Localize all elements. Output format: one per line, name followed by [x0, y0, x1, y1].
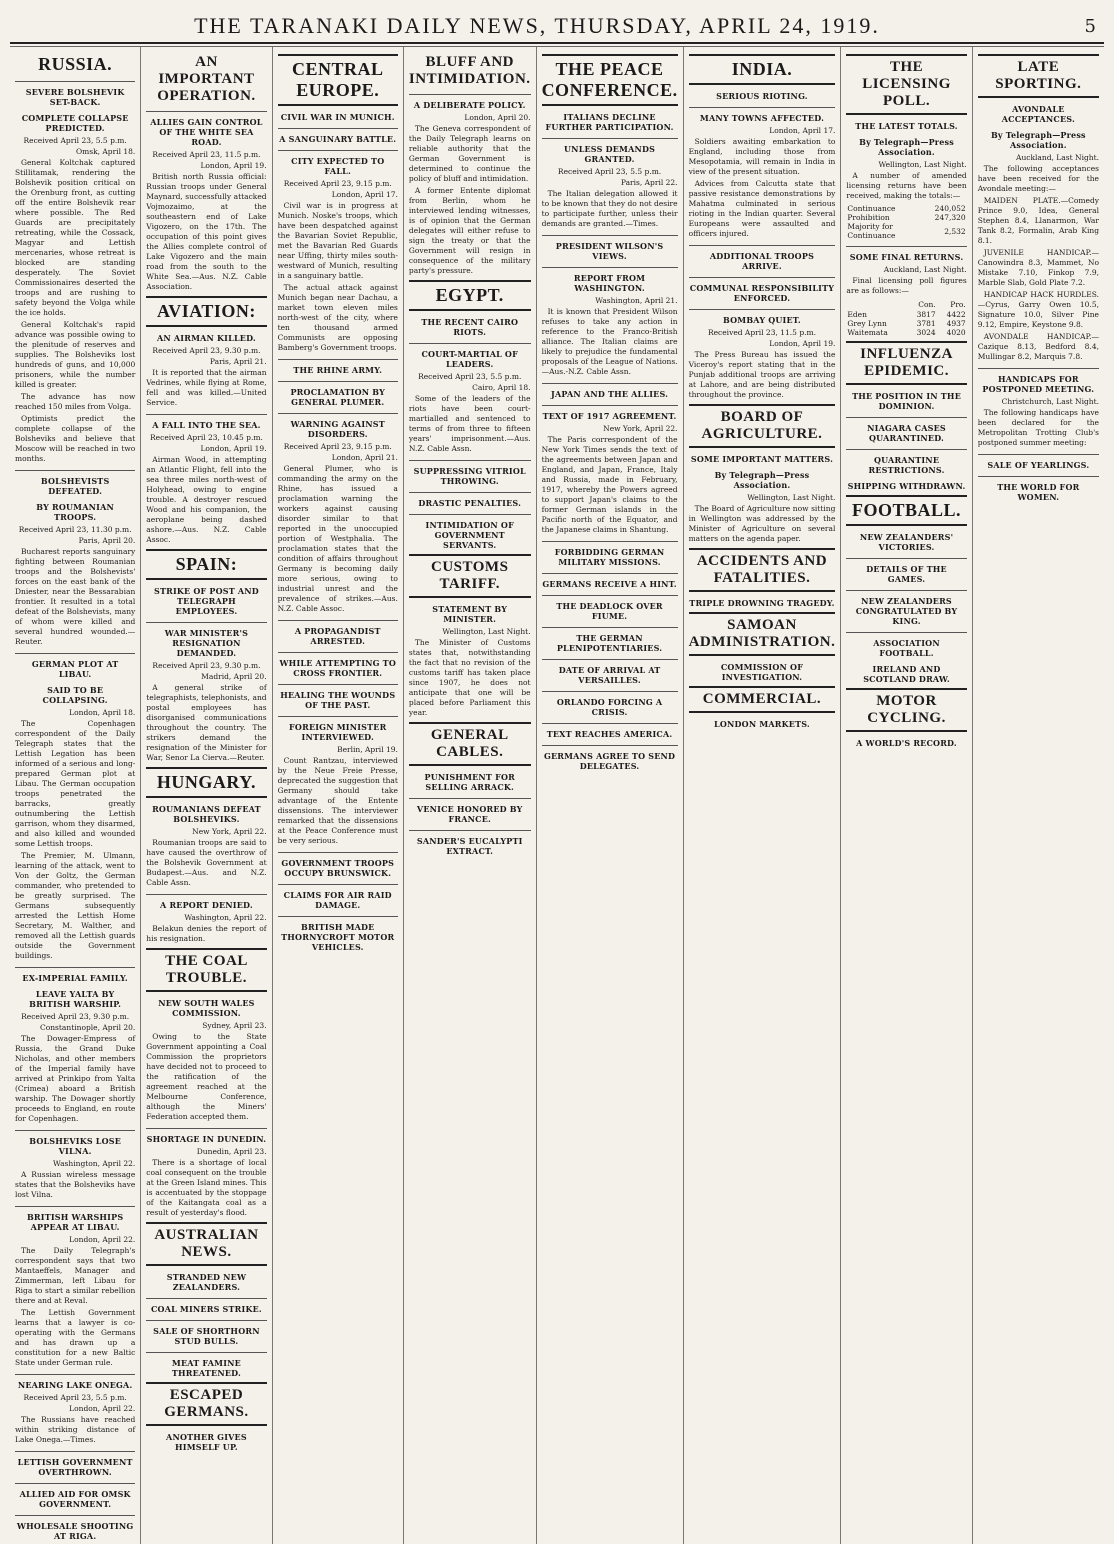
subheading: GERMANS AGREE TO SEND DELEGATES. [542, 745, 678, 771]
article-paragraph: There is a shortage of local coal consequent on the trouble at the Green Island mines. This is accentuated by the stoppage of the Kaitangata coal as a result of yesterday's flood. [146, 1158, 267, 1217]
subheading: A PROPAGANDIST ARRESTED. [278, 620, 398, 646]
subheading: BRITISH MADE THORNYCROFT MOTOR VEHICLES. [278, 916, 398, 952]
subheading: ITALIANS DECLINE FURTHER PARTICIPATION. [545, 112, 674, 132]
subheading: SERIOUS RIOTING. [716, 91, 808, 101]
column-header: Con. [918, 300, 936, 309]
article-paragraph: MAIDEN PLATE.—Comedy Prince 9.0, Idea, General Stephen 8.4, Llanarmon, War Tank 8.2, Formalin, Arab King 8.1. [977, 196, 1099, 245]
subheading: WHILE ATTEMPTING TO CROSS FRONTIER. [278, 652, 398, 678]
table-cell: 3024 [916, 328, 936, 337]
table-row [846, 328, 966, 337]
subheading: SUPPRESSING VITRIOL THROWING. [409, 460, 531, 486]
dateline: Received April 23, 9.30 p.m. [21, 1012, 130, 1021]
subheading: TRIPLE DROWNING TRAGEDY. [689, 598, 835, 608]
heading: ESCAPED GERMANS. [146, 1382, 266, 1426]
article-paragraph: The Lettish Government learns that a lawyer is co-operating with the Germans and has drawn up a constitution for a new Baltic State under German rule. [15, 1308, 136, 1367]
subheading: SALE OF YEARLINGS. [978, 454, 1099, 470]
article-paragraph: The actual attack against Munich began near Dachau, a market town eleven miles north-west of the city, where ten thousand armed Communists are opposing Bamberg's Government troops. [277, 283, 398, 352]
article-paragraph: HANDICAP HACK HURDLES.—Cyrus, Garry Owen 10.5, Signature 10.0, Silver Pine 9.12, Empire, Keystone 9.8. [977, 290, 1099, 329]
column-header: Pro. [950, 300, 966, 309]
place-date: Auckland, Last Night. [883, 265, 967, 274]
subheading: GOVERNMENT TROOPS OCCUPY BRUNSWICK. [278, 852, 398, 878]
subheading: WHOLESALE SHOOTING AT RIGA. [15, 1515, 135, 1541]
table-cell: 3781 [916, 319, 936, 328]
article-paragraph: Owing to the State Government appointing a Coal Commission the proprietors have decided not to proceed to the ratification of the agreement reached at the Melbourne Conference, although the Miners' Federation accepted them. [146, 1032, 267, 1121]
heading: LATE SPORTING. [978, 54, 1099, 98]
dateline: Received April 23, 9.15 p.m. [283, 179, 392, 188]
subheading: ALLIED AID FOR OMSK GOVERNMENT. [15, 1483, 135, 1509]
subheading: HANDICAPS FOR POSTPONED MEETING. [978, 368, 1099, 394]
place-date: Washington, April 22. [184, 913, 267, 922]
subheading: SOME IMPORTANT MATTERS. [690, 454, 834, 464]
article-paragraph: A number of amended licensing returns have been received, making the totals:— [846, 171, 967, 200]
subheading: LETTISH GOVERNMENT OVERTHROWN. [15, 1451, 135, 1477]
column-5 [537, 47, 684, 1544]
table-cell: 2,532 [944, 226, 966, 236]
table-row [846, 213, 966, 222]
heading: GENERAL CABLES. [409, 722, 531, 766]
heading: THE PEACE CONFERENCE. [542, 54, 678, 106]
place-date: New York, April 22. [192, 827, 267, 836]
place-date: Christchurch, Last Night. [1001, 397, 1099, 406]
subheading: UNLESS DEMANDS GRANTED. [542, 138, 678, 164]
table-cell: 4020 [946, 328, 966, 337]
dateline: Received April 23, 5.5 p.m. [23, 1393, 127, 1402]
subheading: A DELIBERATE POLICY. [409, 94, 531, 110]
place-date: Auckland, Last Night. [1016, 153, 1099, 162]
article-paragraph: The Russians have reached within striking distance of Lake Onega.—Times. [15, 1415, 136, 1444]
subheading: THE POSITION IN THE DOMINION. [852, 391, 961, 411]
place-date: Paris, April 22. [620, 178, 678, 187]
article-paragraph: Soldiers awaiting embarkation to England, including those from Mesopotamia, will remain in India in view of the present situation. [688, 137, 836, 176]
article-paragraph: JUVENILE HANDICAP.—Canowindra 8.3, Mammet, No Mistake 7.10, Finkop 7.9, Marble Slab, Gold Plate 7.2. [977, 248, 1099, 287]
subheading: PRESIDENT WILSON'S VIEWS. [542, 235, 678, 261]
subheading: COMMISSION OF INVESTIGATION. [720, 662, 804, 682]
place-date: Sydney, April 23. [202, 1021, 267, 1030]
subheading: WAR MINISTER'S RESIGNATION DEMANDED. [146, 622, 266, 658]
table-cell: 4937 [946, 319, 966, 328]
subheading: AVONDALE ACCEPTANCES. [1001, 104, 1075, 124]
article-paragraph: Roumanian troops are said to have caused the overthrow of the Bolshevik Government at Budapest.—Aus. and N.Z. Cable Assn. [146, 838, 267, 887]
subheading: EX-IMPERIAL FAMILY. [15, 967, 135, 983]
subheading: ASSOCIATION FOOTBALL. [846, 632, 966, 658]
subheading: CITY EXPECTED TO FALL. [278, 150, 398, 176]
article-paragraph: The Daily Telegraph's correspondent says that two Mantaeffels, Manager and Zimmerman, left Libau for Riga to start a similar rebellion there and at Reval. [15, 1246, 136, 1305]
dateline: Received April 23, 11.5 p.m. [152, 150, 261, 159]
subheading: ROUMANIANS DEFEAT BOLSHEVIKS. [152, 804, 261, 824]
subheading: DATE OF ARRIVAL AT VERSAILLES. [542, 659, 678, 685]
heading: SPAIN: [146, 549, 266, 580]
place-date: Washington, April 22. [53, 1159, 136, 1168]
place-date: London, April 19. [200, 161, 267, 170]
subheading: NEW SOUTH WALES COMMISSION. [158, 998, 255, 1018]
subheading: ALLIES GAIN CONTROL OF THE WHITE SEA ROAD. [146, 111, 266, 147]
subheading: STRANDED NEW ZEALANDERS. [166, 1272, 247, 1292]
article-paragraph: Some of the leaders of the riots have been court-martialled and sentenced to terms of from three to fifteen years' imprisonment.—Aus. N.Z. Cable Assn. [408, 394, 531, 453]
subheading: SAID TO BE COLLAPSING. [42, 685, 108, 705]
heading: THE LICENSING POLL. [846, 54, 966, 115]
subheading: By Telegraph—Press Association. [859, 137, 954, 157]
subheading: PUNISHMENT FOR SELLING ARRACK. [424, 772, 515, 792]
subheading: SHIPPING WITHDRAWN. [847, 481, 966, 491]
dateline: Received April 23, 11.5 p.m. [707, 328, 816, 337]
subheading: THE WORLD FOR WOMEN. [978, 476, 1099, 502]
article-paragraph: The Geneva correspondent of the Daily Telegraph learns on reliable authority that the German Government is determined to continue the policy of bluff and intimidation. [408, 124, 531, 183]
table-row [846, 319, 966, 328]
article-paragraph: The Press Bureau has issued the Viceroy's report stating that in the Punjab additional troops are arriving at Lahore, and are being distributed throughout the province. [688, 350, 836, 399]
heading: HUNGARY. [146, 767, 266, 798]
poll-returns-table [846, 299, 966, 337]
article-paragraph: Airman Wood, in attempting an Atlantic Flight, fell into the sea three miles north-west of Holyhead, owing to engine trouble. A destroyer rescued Wood and his companion, the aeroplane being dashed ashore.—Aus. N.Z. Cable Assoc. [146, 455, 267, 544]
subheading: COMMUNAL RESPONSIBILITY ENFORCED. [689, 277, 836, 303]
heading: MOTOR CYCLING. [846, 688, 966, 732]
article-paragraph: Optimists predict the complete collapse of the Bolsheviks and believe that Moscow will be reached in two months. [15, 414, 136, 463]
article-paragraph: AVONDALE HANDICAP.—Cazique 8.13, Bedford 8.4, Mullingar 8.2, Marquis 7.8. [977, 332, 1099, 361]
place-date: New York, April 22. [603, 424, 678, 433]
article-paragraph: The Italian delegation allowed it to be known that they do not desire to participate further, unless their demands are granted.—Times. [541, 189, 678, 228]
heading: FOOTBALL. [846, 495, 966, 526]
subheading: HEALING THE WOUNDS OF THE PAST. [278, 684, 398, 710]
subheading: ADDITIONAL TROOPS ARRIVE. [689, 245, 836, 271]
article-paragraph: Final licensing poll figures are as follows:— [846, 276, 967, 295]
subheading: IRELAND AND SCOTLAND DRAW. [863, 664, 950, 684]
subheading: BY ROUMANIAN TROOPS. [36, 502, 115, 522]
subheading: NEW ZEALANDERS CONGRATULATED BY KING. [846, 590, 966, 626]
subheading: CLAIMS FOR AIR RAID DAMAGE. [278, 884, 398, 910]
place-date: Madrid, April 20. [201, 672, 267, 681]
subheading: MEAT FAMINE THREATENED. [146, 1352, 266, 1378]
article-paragraph: Civil war is in progress at Munich. Noske's troops, which have been despatched against the Bavarian Soviet Republic, met the Bavarian Red Guards near Uffing, thirty miles south-westward of Munich, resulting in a sanguinary battle. [277, 201, 398, 280]
subheading: NEARING LAKE ONEGA. [15, 1374, 135, 1390]
subheading: TEXT REACHES AMERICA. [542, 723, 678, 739]
table-cell: Prohibition [847, 213, 890, 222]
heading: SAMOAN ADMINISTRATION. [689, 612, 836, 656]
heading: CUSTOMS TARIFF. [409, 554, 531, 598]
article-paragraph: A former Entente diplomat from Berlin, whom he interviewed lending witnesses, is of opinion that the German delegates will either refuse to sign the treaty or that the Government will resign in consequence of the military party's pressure. [408, 186, 531, 275]
table-cell: 240,052 [934, 204, 966, 213]
subheading: COURT-MARTIAL OF LEADERS. [409, 343, 531, 369]
heading: AUSTRALIAN NEWS. [146, 1222, 266, 1266]
dateline: Received April 23, 10.45 p.m. [150, 433, 263, 442]
subheading: BRITISH WARSHIPS APPEAR AT LIBAU. [15, 1206, 135, 1232]
article-paragraph: The Paris correspondent of the New York Times sends the text of the agreements between Japan and England, and Japan, France, Italy and Russia, made in February, 1917, whereby the Powers agreed to support Japan's claims to the former German islands in the Pacific north of the Equator, and the Japanese claims in Shantung. [541, 435, 678, 534]
article-paragraph: Count Rantzau, interviewed by the Neue Freie Presse, deprecated the suggestion that Germany should take advantage of the Entente dissensions. The interviewer remarked that the dissensions at the Peace Conference must be very serious. [277, 756, 398, 845]
heading: INDIA. [689, 54, 836, 85]
dateline: Received April 23, 9.15 p.m. [283, 442, 392, 451]
column-2 [141, 47, 272, 1544]
place-date: Constantinople, April 20. [39, 1023, 136, 1032]
article-paragraph: The Board of Agriculture now sitting in Wellington was addressed by the Minister of Agriculture on several matters on the agenda paper. [688, 504, 836, 543]
article-paragraph: General Koltchak captured Stillitamak, rendering the Bolshevik position critical on the Orenburg front, as cutting off the entire Bolshevik rear where possible. The Red Guards are precipitately retreating, while the Cossack, Magyar and Lettish mercenaries, whose retreat is blocked are standing desperately. The Soviet Commissionaires deserted the troops and are rushing to safety beyond the Volga while the ice holds. [15, 158, 136, 317]
dateline: Received April 23, 11.30 p.m. [18, 525, 132, 534]
subheading: VENICE HONORED BY FRANCE. [409, 798, 531, 824]
place-date: Wellington, Last Night. [747, 493, 836, 502]
page-number: 5 [1084, 15, 1096, 37]
heading: BLUFF AND INTIMIDATION. [408, 54, 531, 87]
columns [10, 46, 1104, 1541]
article-paragraph: The Minister of Customs states that, notwithstanding the fact that no revision of the customs tariff has taken place since 1907, he does not anticipate that one will be placed before Parliament this year. [408, 638, 531, 717]
subheading: INTIMIDATION OF GOVERNMENT SERVANTS. [409, 514, 531, 550]
article-paragraph: The following handicaps have been declared for the Metropolitan Trotting Club's postponed summer meeting: [977, 408, 1099, 447]
article-paragraph: The advance has now reached 150 miles from Volga. [15, 392, 136, 411]
subheading: JAPAN AND THE ALLIES. [542, 383, 678, 399]
subheading: QUARANTINE RESTRICTIONS. [846, 449, 966, 475]
place-date: Cairo, April 18. [472, 383, 531, 392]
subheading: A FALL INTO THE SEA. [146, 414, 266, 430]
subheading: LEAVE YALTA BY BRITISH WARSHIP. [29, 989, 122, 1009]
subheading: COAL MINERS STRIKE. [146, 1298, 266, 1314]
place-date: Wellington, Last Night. [442, 627, 531, 636]
article-paragraph: The Premier, M. Ulmann, learning of the attack, went to Von der Goltz, the German commander, who pretended to be greatly surprised. The Germans subsequently arrested the Lettish Home Secretary, M. Walther, and removed all the Lettish guards outside the Government buildings. [15, 851, 136, 960]
subheading: NIAGARA CASES QUARANTINED. [846, 417, 966, 443]
article-paragraph: The Dowager-Empress of Russia, the Grand Duke Nicholas, and other members of the Imperial family have arrived at Prinkipo from Yalta (Crimea) aboard a British warship. The Dowager shortly proceeds to England, en route for Copenhagen. [15, 1034, 136, 1123]
place-date: London, April 19. [769, 339, 836, 348]
subheading: SOME FINAL RETURNS. [846, 246, 966, 262]
subheading: AN AIRMAN KILLED. [156, 333, 256, 343]
subheading: GERMAN PLOT AT LIBAU. [15, 653, 135, 679]
subheading: CIVIL WAR IN MUNICH. [280, 112, 395, 122]
place-date: Omsk, April 18. [75, 147, 136, 156]
place-date: London, April 20. [464, 113, 531, 122]
column-6 [684, 47, 842, 1544]
dateline: Received April 23, 5.5 p.m. [418, 372, 522, 381]
subheading: SHORTAGE IN DUNEDIN. [146, 1128, 266, 1144]
article-paragraph: It is reported that the airman Vedrines, while flying at Rome, fell and was killed.—United Service. [146, 368, 267, 407]
newspaper-title: THE TARANAKI DAILY NEWS, THURSDAY, APRIL 24, 1919. [194, 13, 880, 38]
place-date: Paris, April 21. [209, 357, 267, 366]
heading: ACCIDENTS AND FATALITIES. [689, 548, 836, 592]
article-paragraph: Bucharest reports sanguinary fighting between Roumanian troops and the Bolshevists' forces on the east bank of the Dniester, near the Bessarabian frontier. It resulted in a total defeat of the Bolshevists, many of whom were killed and several hundred wounded.—Reuter. [15, 547, 136, 646]
place-date: London, April 17. [769, 126, 836, 135]
heading: BOARD OF AGRICULTURE. [689, 404, 836, 448]
place-date: Washington, April 21. [595, 296, 678, 305]
place-date: Wellington, Last Night. [878, 160, 967, 169]
heading: CENTRAL EUROPE. [278, 54, 398, 106]
table-cell: 4422 [946, 310, 966, 319]
heading: AN IMPORTANT OPERATION. [157, 54, 256, 104]
subheading: THE LATEST TOTALS. [855, 121, 958, 131]
table-cell: Eden [847, 310, 867, 319]
subheading: THE DEADLOCK OVER FIUME. [542, 595, 678, 621]
heading: INFLUENZA EPIDEMIC. [846, 341, 966, 385]
table-cell: Grey Lynn [847, 319, 887, 328]
place-date: Berlin, April 19. [337, 745, 398, 754]
subheading: STRIKE OF POST AND TELEGRAPH EMPLOYEES. [153, 586, 259, 616]
article-paragraph: It is known that President Wilson refuses to take any action in reference to the Franco-British alliance. The Italian claims are likely to prejudice the fundamental proposals of the League of Nations.—Aus.-N.Z. Cable Assn. [541, 307, 678, 376]
subheading: SALE OF SHORTHORN STUD BULLS. [146, 1320, 266, 1346]
subheading: ANOTHER GIVES HIMSELF UP. [166, 1432, 247, 1452]
subheading: SANDER'S EUCALYPTI EXTRACT. [409, 830, 531, 856]
table-cell: Continuance [847, 204, 896, 213]
article-paragraph: British north Russia official: Russian troops under General Maynard, successfully attacked Vojmozaimo, at the southeastern end of Lake Vigozero, on the 17th. The occupation of this point gives the Allies complete control of Lake Vigozero and the main road from the south to the White Sea.—Aus. N.Z. Cable Association. [146, 172, 267, 291]
subheading: A REPORT DENIED. [146, 894, 266, 910]
heading: THE COAL TROUBLE. [146, 948, 266, 992]
table-cell: 3817 [916, 310, 936, 319]
place-date: Dunedin, April 23. [196, 1147, 267, 1156]
heading-russia: RUSSIA. [38, 54, 113, 74]
place-date: London, April 21. [331, 453, 398, 462]
heading: AVIATION: [146, 296, 266, 327]
dateline: Received April 23, 9.30 p.m. [152, 661, 261, 670]
subheading: PROCLAMATION BY GENERAL PLUMER. [278, 381, 398, 407]
subheading: BOLSHEVISTS DEFEATED. [15, 470, 135, 496]
heading: EGYPT. [409, 280, 531, 311]
place-date: London, April 22. [69, 1404, 136, 1413]
table-row [846, 204, 966, 213]
column-3 [273, 47, 404, 1544]
subheading: A SANGUINARY BATTLE. [278, 128, 398, 144]
subheading: BOLSHEVIKS LOSE VILNA. [15, 1130, 135, 1156]
subheading: THE RECENT CAIRO RIOTS. [421, 317, 519, 337]
article-paragraph: The following acceptances have been received for the Avondale meeting:— [977, 164, 1099, 193]
subheading: DRASTIC PENALTIES. [409, 492, 531, 508]
article-paragraph: Advices from Calcutta state that passive resistance demonstrations by Mahatma culminated in serious rioting in the Indian quarter. Several Europeans were assaulted and officers injured. [688, 179, 836, 238]
subheading: COMPLETE COLLAPSE PREDICTED. [21, 113, 129, 133]
article-paragraph: A Russian wireless message states that the Bolsheviks have lost Vilna. [15, 1170, 136, 1199]
subheading: By Telegraph—Press Association. [714, 470, 810, 490]
subheading: SEVERE BOLSHEVIK SET-BACK. [15, 81, 135, 107]
subheading: THE GERMAN PLENIPOTENTIARIES. [542, 627, 678, 653]
place-date: London, April 19. [200, 444, 267, 453]
article-paragraph: General Plumer, who is commanding the army on the Rhine, has issued a proclamation warning the workers against causing disorder similar to that reported in the unoccupied portion of Westphalia. The proclamation states that the condition of affairs throughout Germany is becoming daily more serious, owing to industrial unrest and the prevalence of strikes.—Aus. N.Z. Cable Assoc. [277, 464, 398, 613]
table-row [846, 310, 966, 319]
subheading: STATEMENT BY MINISTER. [432, 604, 508, 624]
subheading: WARNING AGAINST DISORDERS. [278, 413, 398, 439]
table-cell: Majority for Continuance [847, 222, 896, 240]
article-paragraph: The Copenhagen correspondent of the Daily Telegraph states that the Lettish Legation has been informed of a serious and long-prepared German plot at Libau. The German occupation troops penetrated the barracks, greatly outnumbering the Lettish garrison, whom they disarmed, and also killed and wounded some Lettish troops. [15, 719, 136, 848]
table-cell: Waitemata [847, 328, 888, 337]
column-8 [973, 47, 1104, 1544]
dateline: Received April 23, 9.30 p.m. [152, 346, 261, 355]
column-7 [841, 47, 972, 1544]
article-paragraph: A general strike of telegraphists, telephonists, and postal employees has disorganised communications throughout the country. The strikers demand the resignation of the Minister for War, Senor La Cierva.—Reuter. [146, 683, 267, 762]
article-paragraph: Belakun denies the report of his resignation. [146, 924, 267, 943]
subheading: FORBIDDING GERMAN MILITARY MISSIONS. [542, 541, 678, 567]
dateline: Received April 23, 5.5 p.m. [557, 167, 662, 176]
subheading: BOMBAY QUIET. [689, 309, 836, 325]
poll-totals-table [846, 204, 966, 240]
table-row [846, 222, 966, 240]
heading: COMMERCIAL. [689, 686, 836, 713]
table-cell: 247,320 [934, 213, 966, 222]
dateline: Received April 23, 5.5 p.m. [23, 136, 127, 145]
article-paragraph: General Koltchak's rapid advance was possible owing to the plenitude of reserves and supplies. The Bolsheviks lost hundreds of guns, and 10,000 prisoners, while the number killed is greater. [15, 320, 136, 389]
subheading: DETAILS OF THE GAMES. [846, 558, 966, 584]
subheading: LONDON MARKETS. [714, 719, 810, 729]
masthead [10, 10, 1104, 44]
subheading: THE RHINE ARMY. [278, 359, 398, 375]
subheading: REPORT FROM WASHINGTON. [542, 267, 678, 293]
column-4 [404, 47, 537, 1544]
subheading: NEW ZEALANDERS' VICTORIES. [859, 532, 954, 552]
subheading: GERMANS RECEIVE A HINT. [542, 573, 678, 589]
subheading: TEXT OF 1917 AGREEMENT. [542, 405, 678, 421]
table-header-row [846, 299, 966, 310]
subheading: A WORLD'S RECORD. [856, 738, 957, 748]
place-date: London, April 22. [69, 1235, 136, 1244]
subheading: ORLANDO FORCING A CRISIS. [542, 691, 678, 717]
subheading: By Telegraph—Press Association. [990, 130, 1086, 150]
subheading: MANY TOWNS AFFECTED. [689, 107, 836, 123]
place-date: London, April 17. [331, 190, 398, 199]
place-date: London, April 18. [69, 708, 136, 717]
place-date: Paris, April 20. [78, 536, 136, 545]
column-1 [10, 47, 141, 1544]
subheading: FOREIGN MINISTER INTERVIEWED. [278, 716, 398, 742]
